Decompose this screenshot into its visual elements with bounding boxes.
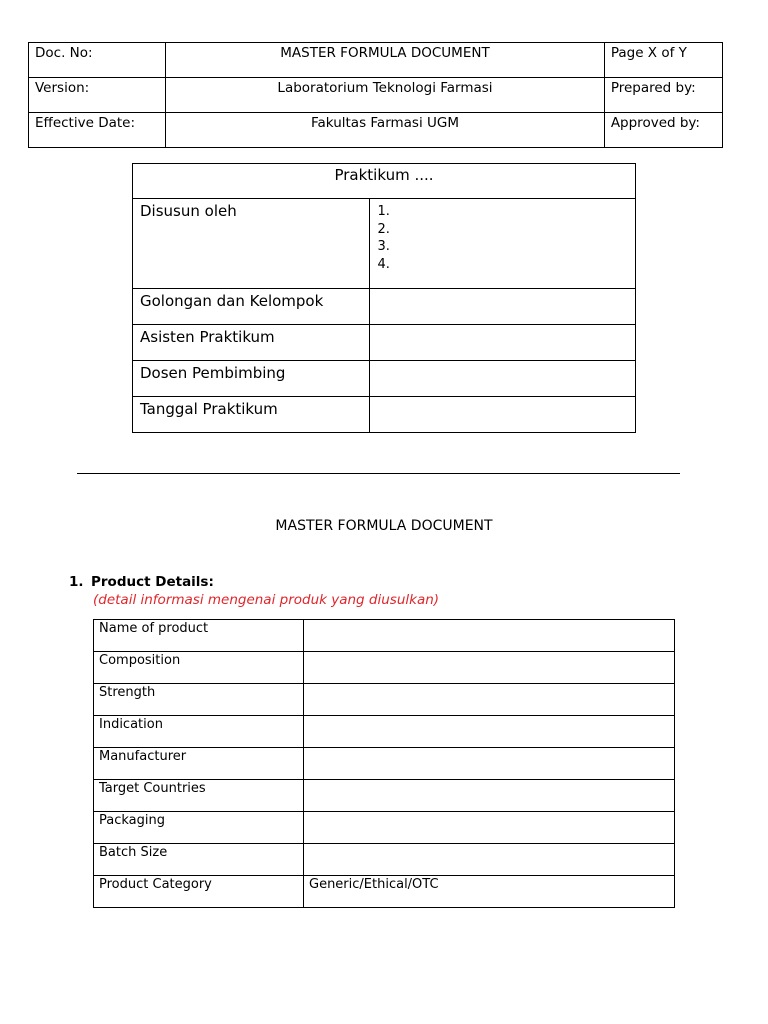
member-item: 1.	[377, 204, 390, 219]
packaging-value[interactable]	[304, 812, 675, 844]
composition-value[interactable]	[304, 652, 675, 684]
product-details-table	[93, 619, 675, 908]
disusun-label: Disusun oleh	[133, 199, 370, 289]
disusun-row	[133, 199, 636, 289]
product-category-value[interactable]: Generic/Ethical/OTC	[304, 876, 675, 908]
batch-size-label: Batch Size	[94, 844, 304, 876]
document-header-table	[28, 42, 723, 148]
header-row-doc-no	[29, 43, 723, 78]
product-name-value[interactable]	[304, 620, 675, 652]
composition-label: Composition	[94, 652, 304, 684]
effective-date-label: Effective Date:	[29, 113, 166, 148]
table-row	[94, 620, 675, 652]
indication-label: Indication	[94, 716, 304, 748]
table-row	[94, 748, 675, 780]
praktikum-title: Praktikum ....	[133, 164, 636, 199]
batch-size-value[interactable]	[304, 844, 675, 876]
version-label: Version:	[29, 78, 166, 113]
section-note: (detail informasi mengenai produk yang diusulkan)	[93, 592, 440, 608]
strength-value[interactable]	[304, 684, 675, 716]
manufacturer-label: Manufacturer	[94, 748, 304, 780]
document-title: MASTER FORMULA DOCUMENT	[275, 518, 493, 534]
laboratory-name: Laboratorium Teknologi Farmasi	[166, 78, 605, 113]
dosen-label: Dosen Pembimbing	[133, 361, 370, 397]
table-row	[94, 652, 675, 684]
table-row	[94, 876, 675, 908]
table-row	[94, 684, 675, 716]
doc-no-label: Doc. No:	[29, 43, 166, 78]
asisten-label: Asisten Praktikum	[133, 325, 370, 361]
dosen-value[interactable]	[370, 361, 636, 397]
section-heading	[69, 574, 214, 590]
table-row	[94, 844, 675, 876]
tanggal-row	[133, 397, 636, 433]
header-title: MASTER FORMULA DOCUMENT	[166, 43, 605, 78]
strength-label: Strength	[94, 684, 304, 716]
product-name-label: Name of product	[94, 620, 304, 652]
target-countries-value[interactable]	[304, 780, 675, 812]
member-list	[377, 202, 628, 273]
member-item: 4.	[377, 256, 390, 272]
table-row	[94, 780, 675, 812]
section-number: 1.	[69, 574, 84, 590]
member-item: 3.	[377, 239, 390, 254]
faculty-name: Fakultas Farmasi UGM	[166, 113, 605, 148]
header-row-effective-date	[29, 113, 723, 148]
tanggal-label: Tanggal Praktikum	[133, 397, 370, 433]
dosen-row	[133, 361, 636, 397]
member-item: 2.	[377, 221, 390, 237]
horizontal-divider	[77, 473, 680, 474]
product-category-label: Product Category	[94, 876, 304, 908]
table-row	[94, 812, 675, 844]
prepared-by-label: Prepared by:	[604, 78, 722, 113]
golongan-row	[133, 289, 636, 325]
praktikum-title-row	[133, 164, 636, 199]
asisten-value[interactable]	[370, 325, 636, 361]
table-row	[94, 716, 675, 748]
header-row-version	[29, 78, 723, 113]
tanggal-value[interactable]	[370, 397, 636, 433]
section-title: Product Details:	[91, 574, 214, 590]
asisten-row	[133, 325, 636, 361]
golongan-value[interactable]	[370, 289, 636, 325]
packaging-label: Packaging	[94, 812, 304, 844]
manufacturer-value[interactable]	[304, 748, 675, 780]
target-countries-label: Target Countries	[94, 780, 304, 812]
indication-value[interactable]	[304, 716, 675, 748]
page-number-label: Page X of Y	[604, 43, 722, 78]
member-list-cell[interactable]	[370, 199, 636, 289]
praktikum-info-table	[132, 163, 636, 433]
golongan-label: Golongan dan Kelompok	[133, 289, 370, 325]
approved-by-label: Approved by:	[604, 113, 722, 148]
